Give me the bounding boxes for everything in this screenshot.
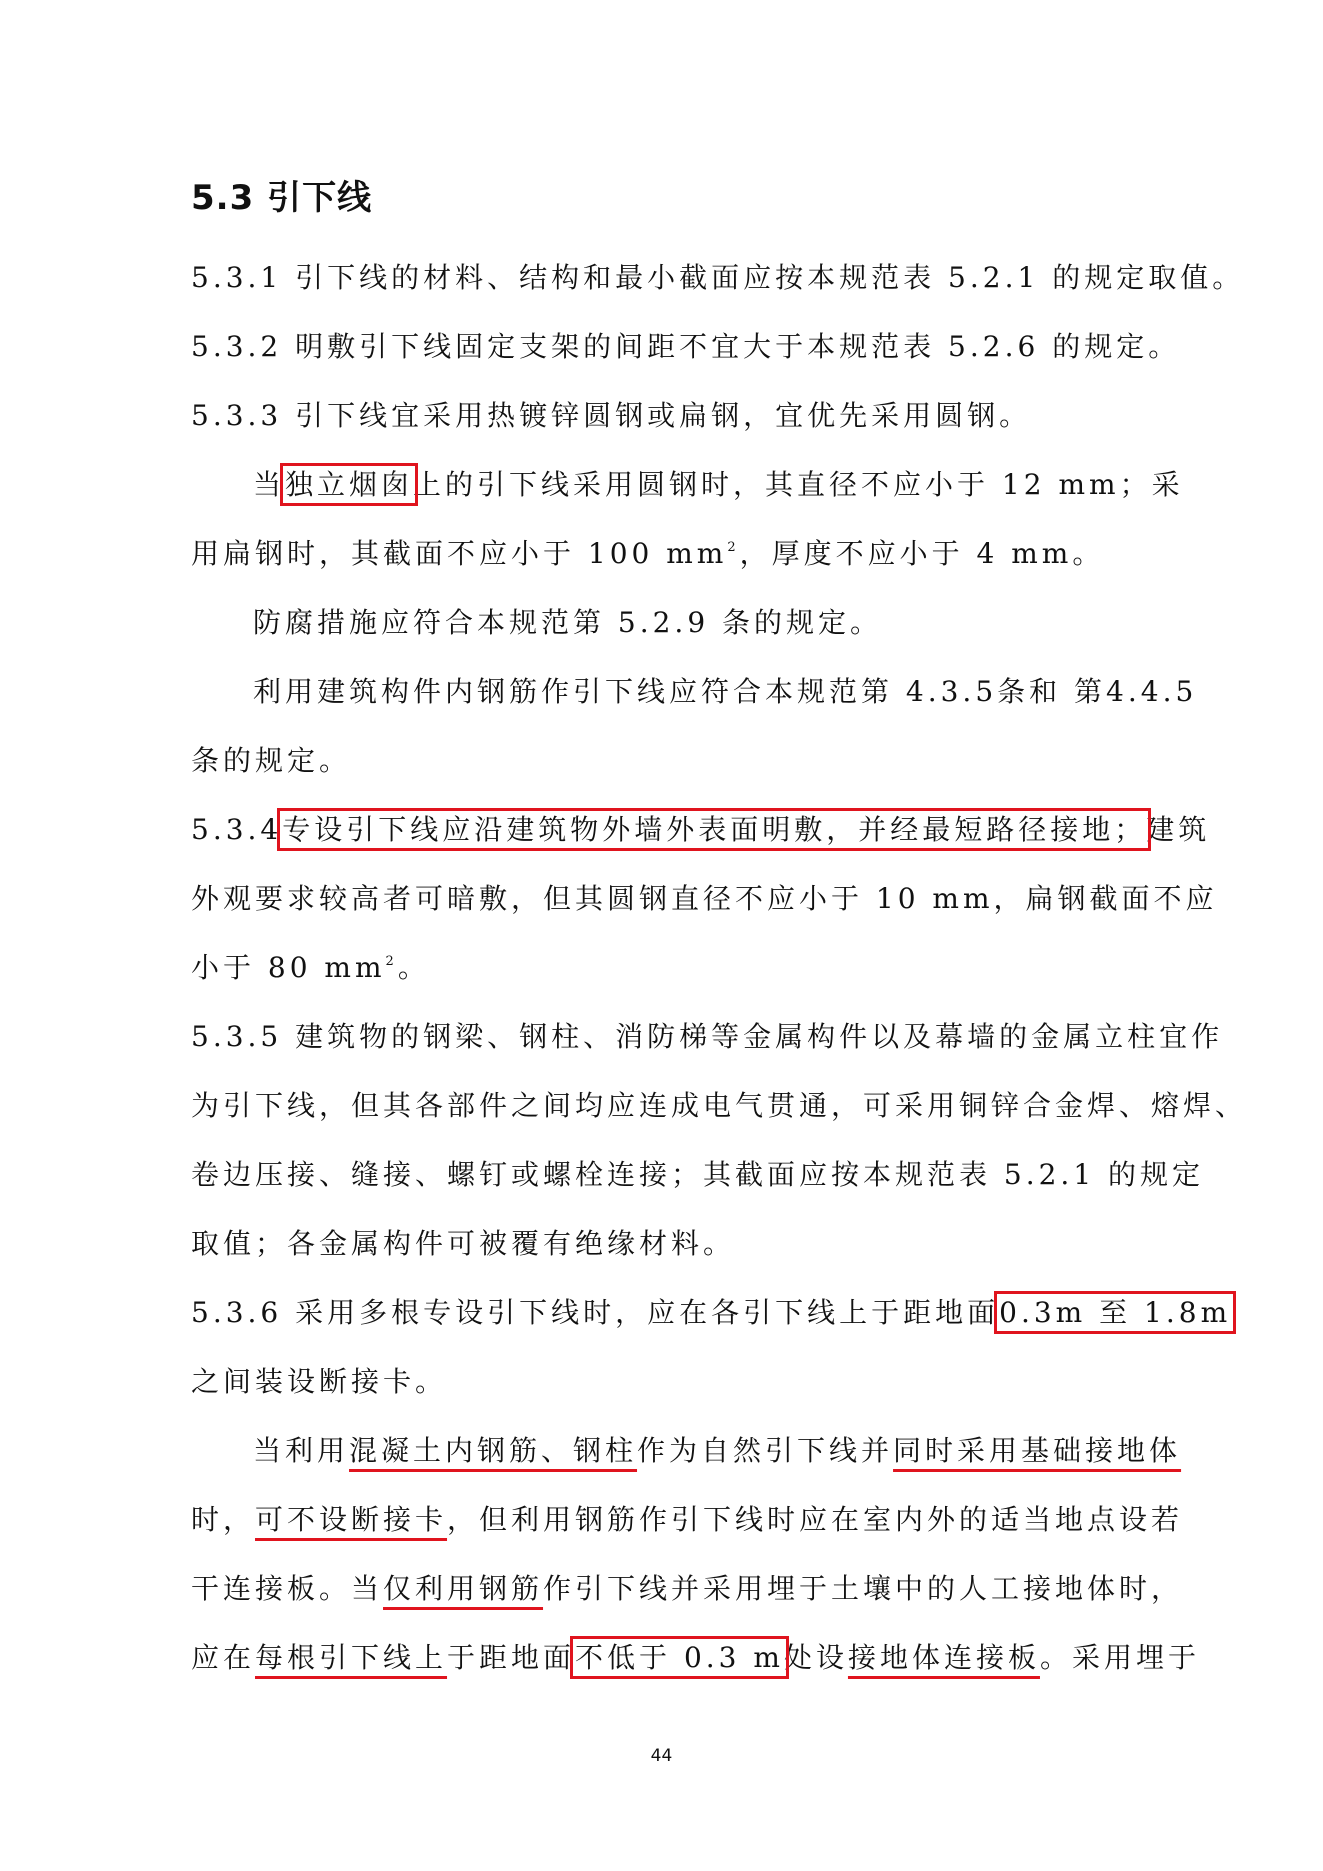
text-line xyxy=(191,1500,1184,1540)
text-line xyxy=(191,1638,1200,1678)
text-span: 作为自然引下线并 xyxy=(637,1434,894,1467)
text-span: 之间装设断接卡。 xyxy=(191,1365,448,1398)
text-span: 当 xyxy=(253,468,286,501)
text-span: 。采用埋于 xyxy=(1039,1641,1200,1674)
boxed-highlight: 不低于 0.3 m xyxy=(575,1641,784,1674)
text-line xyxy=(191,1017,1224,1057)
page-number: 44 xyxy=(650,1746,673,1766)
text-span: ，但利用钢筋作引下线时应在室内外的适当地点设若 xyxy=(447,1503,1184,1536)
text-span: 外观要求较高者可暗敷，但其圆钢直径不应小于 10 mm，扁钢截面不应 xyxy=(191,882,1218,915)
text-span: 5.3.2 明敷引下线固定支架的间距不宜大于本规范表 5.2.6 的规定。 xyxy=(191,330,1181,363)
text-span: 小于 80 mm xyxy=(191,951,386,984)
text-span: 作引下线并采用埋于土壤中的人工接地体时， xyxy=(543,1572,1184,1605)
text-line xyxy=(191,810,1211,850)
text-span: 于距地面 xyxy=(447,1641,576,1674)
text-line xyxy=(191,1362,447,1402)
text-span: 条的规定。 xyxy=(191,744,352,777)
underlined-highlight: 仅利用钢筋 xyxy=(383,1572,544,1605)
boxed-highlight: 专设引下线应沿建筑物外墙外表面明敷，并经最短路径接地； xyxy=(282,813,1147,846)
text-line xyxy=(191,1569,1184,1609)
text-span: 利用建筑构件内钢筋作引下线应符合本规范第 4.3.5条和 第4.4.5 xyxy=(253,675,1198,708)
text-span: 用扁钢时，其截面不应小于 100 mm xyxy=(191,537,728,570)
text-line xyxy=(191,741,351,781)
section-heading: 5.3 引下线 xyxy=(191,178,373,218)
text-span: 上的引下线采用圆钢时，其直径不应小于 12 mm；采 xyxy=(413,468,1184,501)
text-span: 建筑 xyxy=(1146,813,1211,846)
text-span: 防腐措施应符合本规范第 5.2.9 条的规定。 xyxy=(253,606,883,639)
text-span: 卷边压接、缝接、螺钉或螺栓连接；其截面应按本规范表 5.2.1 的规定 xyxy=(191,1158,1205,1191)
text-line xyxy=(191,879,1218,919)
text-line xyxy=(191,258,1245,298)
text-line xyxy=(191,1155,1205,1195)
text-span: 为引下线，但其各部件之间均应连成电气贯通，可采用铜锌合金焊、熔焊、 xyxy=(191,1089,1248,1122)
text-span: 。 xyxy=(397,951,430,984)
underlined-highlight: 每根引下线上 xyxy=(255,1641,448,1674)
text-line xyxy=(253,603,882,643)
text-span: 应在 xyxy=(191,1641,256,1674)
text-line xyxy=(191,327,1180,367)
superscript: 2 xyxy=(385,954,398,969)
text-line xyxy=(191,534,1104,574)
text-line xyxy=(191,396,1031,436)
text-line xyxy=(191,1224,735,1264)
underlined-highlight: 混凝土内钢筋、钢柱 xyxy=(349,1434,638,1467)
text-span: 取值；各金属构件可被覆有绝缘材料。 xyxy=(191,1227,736,1260)
text-span: 干连接板。当 xyxy=(191,1572,384,1605)
text-line xyxy=(253,672,1198,712)
text-span: 处设 xyxy=(783,1641,848,1674)
text-line xyxy=(191,1086,1248,1126)
text-line xyxy=(253,1431,1182,1471)
text-span: 5.3.6 采用多根专设引下线时，应在各引下线上于距地面 xyxy=(191,1296,1000,1329)
underlined-highlight: 可不设断接卡 xyxy=(255,1503,448,1536)
text-line xyxy=(253,465,1184,505)
text-span: 5.3.1 引下线的材料、结构和最小截面应按本规范表 5.2.1 的规定取值。 xyxy=(191,261,1245,294)
text-span: 当利用 xyxy=(253,1434,350,1467)
underlined-highlight: 接地体连接板 xyxy=(847,1641,1040,1674)
text-line xyxy=(191,948,430,988)
text-span: 5.3.3 引下线宜采用热镀锌圆钢或扁钢，宜优先采用圆钢。 xyxy=(191,399,1032,432)
boxed-highlight: 0.3m 至 1.8m xyxy=(999,1296,1232,1329)
superscript: 2 xyxy=(727,540,740,555)
text-span: ，厚度不应小于 4 mm。 xyxy=(739,537,1105,570)
text-line xyxy=(191,1293,1232,1333)
underlined-highlight: 同时采用基础接地体 xyxy=(893,1434,1182,1467)
boxed-highlight: 独立烟囱 xyxy=(285,468,414,501)
text-span: 5.3.5 建筑物的钢梁、钢柱、消防梯等金属构件以及幕墙的金属立柱宜作 xyxy=(191,1020,1224,1053)
text-span: 时， xyxy=(191,1503,256,1536)
text-span: 5.3.4 xyxy=(191,813,283,846)
